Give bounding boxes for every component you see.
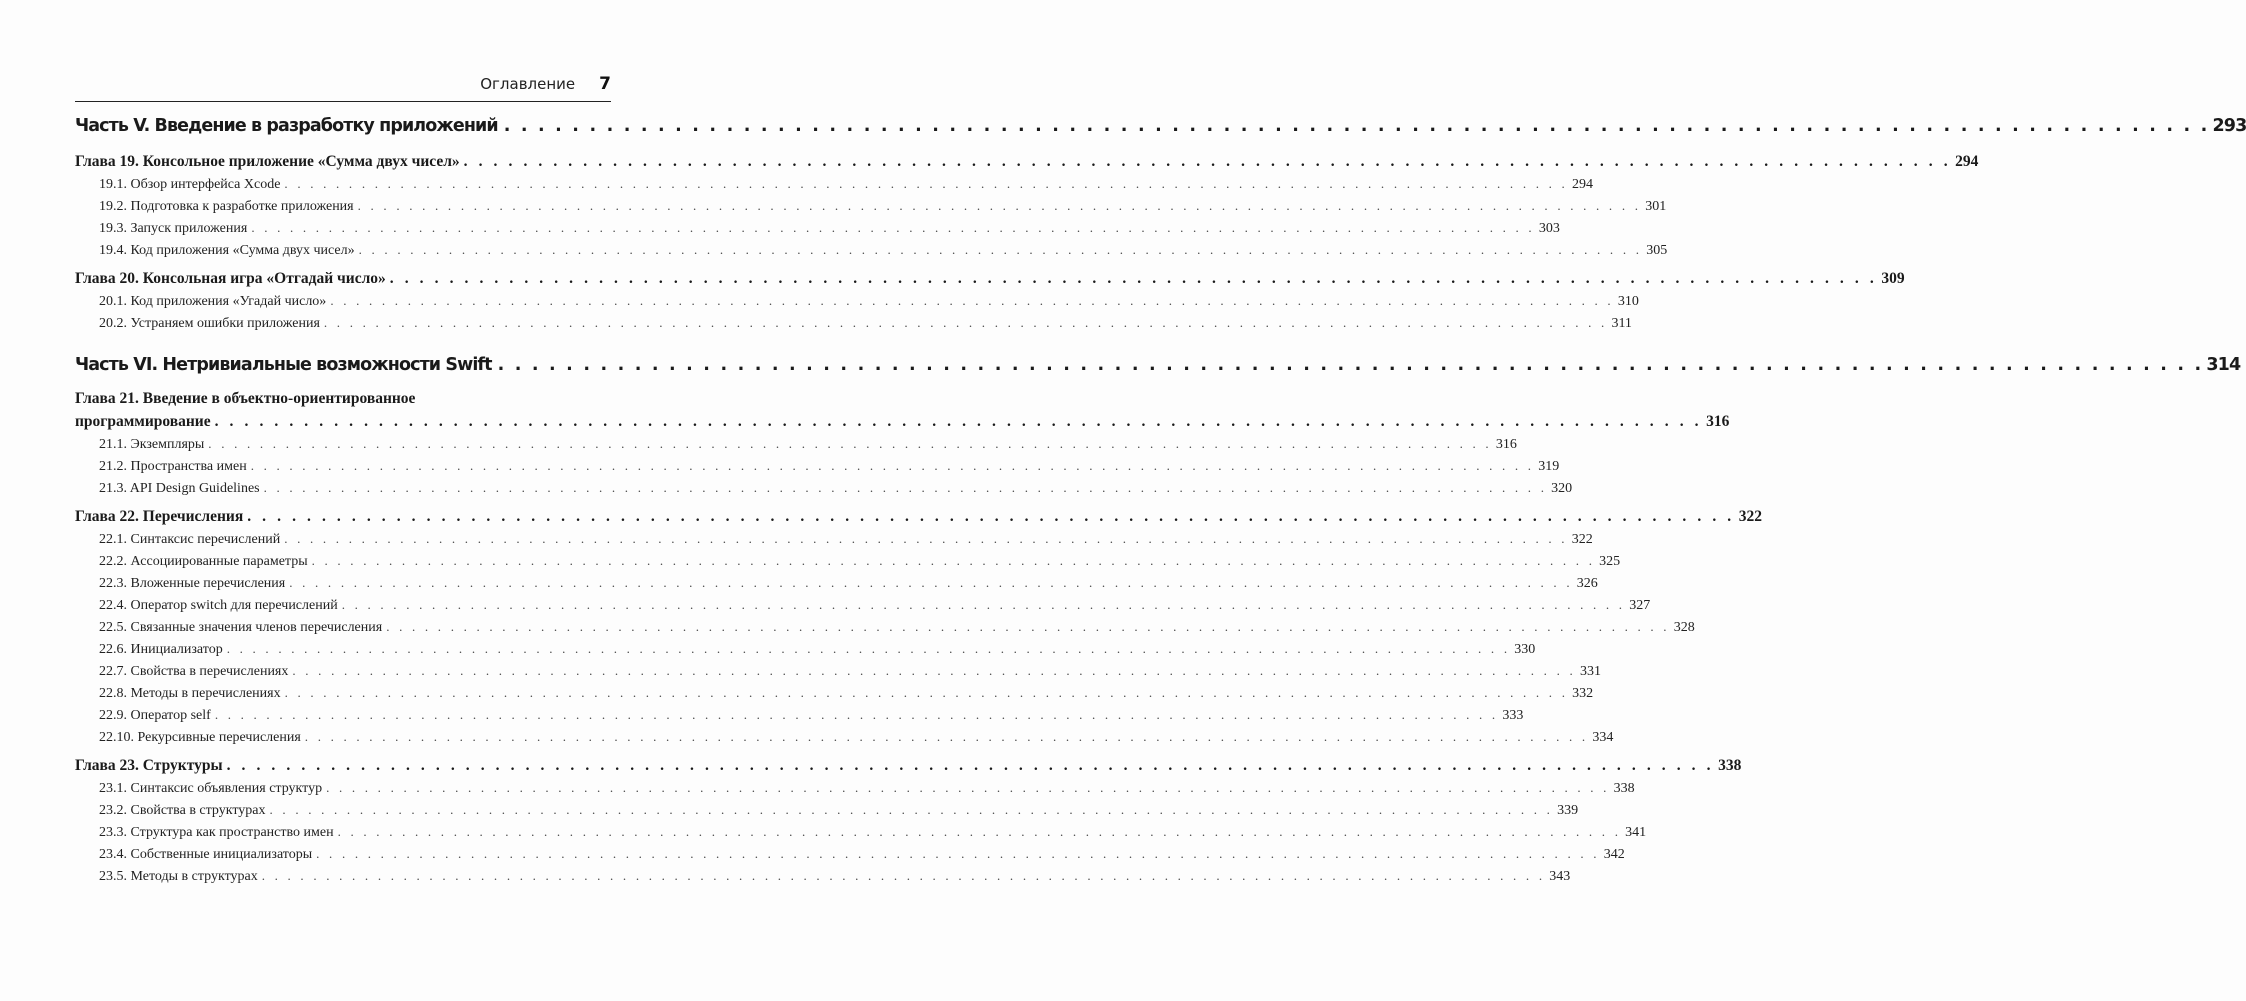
leader-dots: . . . . . . . . . . . . . . . . . . . . . . . . . . . . . . . . . . . . . . . . . . . . . . . . . . . . . . . . . . . . . . . . . . . . . . . . . . . . . . . . . . . . . . . . . . . . . . . . . . . . xyxy=(292,663,1576,678)
toc-section[interactable] xyxy=(75,682,1594,704)
toc-section[interactable] xyxy=(75,821,1647,843)
section-page: 305 xyxy=(1646,243,1668,258)
toc-section[interactable] xyxy=(75,616,1695,638)
section-title: 19.3. Запуск приложения xyxy=(99,221,248,236)
section-title: 19.1. Обзор интерфейса Xcode xyxy=(99,177,281,192)
running-head xyxy=(75,74,611,98)
section-title: 22.4. Оператор switch для перечислений xyxy=(99,598,338,613)
section-title: 22.2. Ассоциированные параметры xyxy=(99,554,308,569)
chapter-page: 338 xyxy=(1718,757,1742,774)
section-page: 333 xyxy=(1502,708,1524,723)
section-page: 325 xyxy=(1599,554,1621,569)
leader-dots: . . . . . . . . . . . . . . . . . . . . . . . . . . . . . . . . . . . . . . . . . . . . . . . . . . . . . . . . . . . . . . . . . . . . . . . . . . . . . . . . . . . . . . . . . . . . . . . . . . . . xyxy=(250,458,1535,473)
leader-dots: . . . . . . . . . . . . . . . . . . . . . . . . . . . . . . . . . . . . . . . . . . . . . . . . . . . . . . . . . . . . . . . . . . . . . . . . . . . . . . . . . . . . . . . . . . . . . . . . . . . . xyxy=(269,802,1554,817)
chapter-page: 294 xyxy=(1955,153,1979,170)
chapter-title: Глава 22. Перечисления xyxy=(75,508,244,525)
toc-section[interactable] xyxy=(75,572,1598,594)
leader-dots: . . . . . . . . . . . . . . . . . . . . . . . . . . . . . . . . . . . . . . . . . . . . . . . . . . . . . . . . . . . . . . . . . . . . . . . . . . . . . . . . . . . . . . . . . . . . . . . . . . . . xyxy=(358,242,1643,257)
toc-section[interactable] xyxy=(75,704,1524,726)
leader-dots: . . . . . . . . . . . . . . . . . . . . . . . . . . . . . . . . . . . . . . . . . . . . . . . . . . . . . . . . . . . . . . . . . . . . . . . . . . . . . . . . . . . . . . . . . . . . . . . . . . . . xyxy=(261,868,1546,883)
leader-dots: . . . . . . . . . . . . . . . . . . . . . . . . . . . . . . . . . . . . . . . . . . . . . . . . . . . . . . . . . . . . . . . . . . . . . . . . . . . . . . . . . . . . . . . . . . . . . . . . . . . . xyxy=(503,116,2210,136)
toc-section[interactable] xyxy=(75,217,1560,239)
leader-dots: . . . . . . . . . . . . . . . . . . . . . . . . . . . . . . . . . . . . . . . . . . . . . . . . . . . . . . . . . . . . . . . . . . . . . . . . . . . . . . . . . . . . . . . . . . . . . . . . . . . . xyxy=(316,846,1600,861)
chapter-title: Глава 19. Консольное приложение «Сумма двух чисел» xyxy=(75,153,460,170)
section-title: 21.2. Пространства имен xyxy=(99,459,247,474)
leader-dots: . . . . . . . . . . . . . . . . . . . . . . . . . . . . . . . . . . . . . . . . . . . . . . . . . . . . . . . . . . . . . . . . . . . . . . . . . . . . . . . . . . . . . . . . . . . . . . . . . . . . xyxy=(386,619,1670,634)
toc-section[interactable] xyxy=(75,173,1593,195)
toc-section[interactable] xyxy=(75,799,1579,821)
section-title: 22.9. Оператор self xyxy=(99,708,211,723)
section-title: 22.3. Вложенные перечисления xyxy=(99,576,286,591)
section-title: 23.4. Собственные инициализаторы xyxy=(99,847,313,862)
section-page: 311 xyxy=(1611,316,1632,331)
leader-dots: . . . . . . . . . . . . . . . . . . . . . . . . . . . . . . . . . . . . . . . . . . . . . . . . . . . . . . . . . . . . . . . . . . . . . . . . . . . . . . . . . . . . . . . . . . . . . . . . . . . . xyxy=(251,220,1535,235)
toc-chapter-19[interactable] xyxy=(75,150,1979,173)
section-page: 339 xyxy=(1557,803,1579,818)
leader-dots: . . . . . . . . . . . . . . . . . . . . . . . . . . . . . . . . . . . . . . . . . . . . . . . . . . . . . . . . . . . . . . . . . . . . . . . . . . . . . . . . . . . . . . . . . . . . . . . . . . . . xyxy=(284,685,1569,700)
leader-dots: . . . . . . . . . . . . . . . . . . . . . . . . . . . . . . . . . . . . . . . . . . . . . . . . . . . . . . . . . . . . . . . . . . . . . . . . . . . . . . . . . . . . . . . . . . . . . . . . . . . . xyxy=(304,729,1589,744)
section-title: 22.6. Инициализатор xyxy=(99,642,223,657)
section-title: 21.1. Экземпляры xyxy=(99,437,205,452)
leader-dots: . . . . . . . . . . . . . . . . . . . . . . . . . . . . . . . . . . . . . . . . . . . . . . . . . . . . . . . . . . . . . . . . . . . . . . . . . . . . . . . . . . . . . . . . . . . . . . . . . . . . xyxy=(330,293,1614,308)
section-title: 23.2. Свойства в структурах xyxy=(99,803,266,818)
section-page: 331 xyxy=(1579,664,1601,679)
page-number: 7 xyxy=(599,74,611,94)
section-title: 22.5. Связанные значения членов перечисления xyxy=(99,620,383,635)
section-page: 332 xyxy=(1572,686,1594,701)
leader-dots: . . . . . . . . . . . . . . . . . . . . . . . . . . . . . . . . . . . . . . . . . . . . . . . . . . . . . . . . . . . . . . . . . . . . . . . . . . . . . . . . . . . . . . . . . . . . . . . . . . . . xyxy=(323,315,1608,330)
leader-dots: . . . . . . . . . . . . . . . . . . . . . . . . . . . . . . . . . . . . . . . . . . . . . . . . . . . . . . . . . . . . . . . . . . . . . . . . . . . . . . . . . . . . . . . . . . . . . . . . . . . . xyxy=(289,575,1573,590)
section-page: 328 xyxy=(1673,620,1695,635)
section-page: 301 xyxy=(1645,199,1667,214)
leader-dots: . . . . . . . . . . . . . . . . . . . . . . . . . . . . . . . . . . . . . . . . . . . . . . . . . . . . . . . . . . . . . . . . . . . . . . . . . . . . . . . . . . . . . . . . . . . . . . . . . . . . xyxy=(357,198,1642,213)
section-title: 22.10. Рекурсивные перечисления xyxy=(99,730,301,745)
toc-section[interactable] xyxy=(75,455,1560,477)
section-title: 22.7. Свойства в перечислениях xyxy=(99,664,289,679)
part-title: Часть VI. Нетривиальные возможности Swift xyxy=(75,355,492,375)
section-page: 320 xyxy=(1551,481,1573,496)
leader-dots: . . . . . . . . . . . . . . . . . . . . . . . . . . . . . . . . . . . . . . . . . . . . . . . . . . . . . . . . . . . . . . . . . . . . . . . . . . . . . . . . . . . . . . . . . . . . . . . . . . . . xyxy=(337,824,1622,839)
section-page: 303 xyxy=(1538,221,1560,236)
header-rule xyxy=(75,101,611,102)
toc-chapter-20[interactable] xyxy=(75,267,1905,290)
toc-section[interactable] xyxy=(75,195,1667,217)
leader-dots: . . . . . . . . . . . . . . . . . . . . . . . . . . . . . . . . . . . . . . . . . . . . . . . . . . . . . . . . . . . . . . . . . . . . . . . . . . . . . . . . . . . . . . . . . . . . . . . . . . . . xyxy=(326,780,1610,795)
table-of-contents xyxy=(75,106,2246,887)
leader-dots: . . . . . . . . . . . . . . . . . . . . . . . . . . . . . . . . . . . . . . . . . . . . . . . . . . . . . . . . . . . . . . . . . . . . . . . . . . . . . . . . . . . . . . . . . . . . . . . . . . . . xyxy=(226,757,1715,774)
section-title: 20.1. Код приложения «Угадай число» xyxy=(99,294,327,309)
toc-part-5[interactable] xyxy=(75,112,2246,140)
section-page: 326 xyxy=(1576,576,1598,591)
chapter-page: 322 xyxy=(1738,508,1763,525)
toc-section[interactable] xyxy=(75,638,1536,660)
chapter-page: 316 xyxy=(1706,413,1730,430)
section-page: 330 xyxy=(1514,642,1536,657)
section-title: 23.3. Структура как пространство имен xyxy=(99,825,334,840)
toc-section[interactable] xyxy=(75,843,1625,865)
leader-dots: . . . . . . . . . . . . . . . . . . . . . . . . . . . . . . . . . . . . . . . . . . . . . . . . . . . . . . . . . . . . . . . . . . . . . . . . . . . . . . . . . . . . . . . . . . . . . . . . . . . . xyxy=(226,641,1511,656)
section-page: 319 xyxy=(1538,459,1560,474)
toc-chapter-23[interactable] xyxy=(75,754,1742,777)
leader-dots: . . . . . . . . . . . . . . . . . . . . . . . . . . . . . . . . . . . . . . . . . . . . . . . . . . . . . . . . . . . . . . . . . . . . . . . . . . . . . . . . . . . . . . . . . . . . . . . . . . . . xyxy=(389,270,1878,287)
toc-section[interactable] xyxy=(75,312,1632,334)
toc-section[interactable] xyxy=(75,433,1517,455)
section-title: 23.5. Методы в структурах xyxy=(99,869,258,884)
toc-section[interactable] xyxy=(75,777,1635,799)
leader-dots: . . . . . . . . . . . . . . . . . . . . . . . . . . . . . . . . . . . . . . . . . . . . . . . . . . . . . . . . . . . . . . . . . . . . . . . . . . . . . . . . . . . . . . . . . . . . . . . . . . . . xyxy=(463,153,1952,170)
toc-section[interactable] xyxy=(75,477,1573,499)
chapter-title-line: Глава 21. Введение в объектно-ориентированное xyxy=(75,390,416,407)
section-page: 327 xyxy=(1629,598,1651,613)
toc-chapter-22[interactable] xyxy=(75,505,1763,528)
section-title: 23.1. Синтаксис объявления структур xyxy=(99,781,323,796)
leader-dots: . . . . . . . . . . . . . . . . . . . . . . . . . . . . . . . . . . . . . . . . . . . . . . . . . . . . . . . . . . . . . . . . . . . . . . . . . . . . . . . . . . . . . . . . . . . . . . . . . . . . xyxy=(284,531,1568,546)
part-title: Часть V. Введение в разработку приложений xyxy=(75,116,498,136)
section-title: 22.8. Методы в перечислениях xyxy=(99,686,281,701)
part-page: 293 xyxy=(2212,116,2246,136)
leader-dots: . . . . . . . . . . . . . . . . . . . . . . . . . . . . . . . . . . . . . . . . . . . . . . . . . . . . . . . . . . . . . . . . . . . . . . . . . . . . . . . . . . . . . . . . . . . . . . . . . . . . xyxy=(263,480,1548,495)
part-page: 314 xyxy=(2206,355,2241,375)
toc-section[interactable] xyxy=(75,550,1621,572)
toc-part-6[interactable] xyxy=(75,351,2241,379)
toc-section[interactable] xyxy=(75,239,1668,261)
section-title: 21.3. API Design Guidelines xyxy=(99,481,260,496)
leader-dots: . . . . . . . . . . . . . . . . . . . . . . . . . . . . . . . . . . . . . . . . . . . . . . . . . . . . . . . . . . . . . . . . . . . . . . . . . . . . . . . . . . . . . . . . . . . . . . . . . . . . xyxy=(208,436,1492,451)
running-head-title: Оглавление xyxy=(480,75,576,93)
toc-section[interactable] xyxy=(75,865,1571,887)
chapter-page: 309 xyxy=(1881,270,1905,287)
leader-dots: . . . . . . . . . . . . . . . . . . . . . . . . . . . . . . . . . . . . . . . . . . . . . . . . . . . . . . . . . . . . . . . . . . . . . . . . . . . . . . . . . . . . . . . . . . . . . . . . . . . . xyxy=(497,355,2204,375)
leader-dots: . . . . . . . . . . . . . . . . . . . . . . . . . . . . . . . . . . . . . . . . . . . . . . . . . . . . . . . . . . . . . . . . . . . . . . . . . . . . . . . . . . . . . . . . . . . . . . . . . . . . xyxy=(284,176,1568,191)
section-page: 342 xyxy=(1603,847,1625,862)
toc-section[interactable] xyxy=(75,726,1614,748)
section-page: 310 xyxy=(1617,294,1639,309)
leader-dots: . . . . . . . . . . . . . . . . . . . . . . . . . . . . . . . . . . . . . . . . . . . . . . . . . . . . . . . . . . . . . . . . . . . . . . . . . . . . . . . . . . . . . . . . . . . . . . . . . . . . xyxy=(214,413,1703,430)
section-page: 338 xyxy=(1613,781,1635,796)
leader-dots: . . . . . . . . . . . . . . . . . . . . . . . . . . . . . . . . . . . . . . . . . . . . . . . . . . . . . . . . . . . . . . . . . . . . . . . . . . . . . . . . . . . . . . . . . . . . . . . . . . . . xyxy=(247,508,1735,525)
section-page: 294 xyxy=(1571,177,1593,192)
section-title: 19.4. Код приложения «Сумма двух чисел» xyxy=(99,243,355,258)
toc-section[interactable] xyxy=(75,660,1601,682)
toc-section[interactable] xyxy=(75,290,1639,312)
leader-dots: . . . . . . . . . . . . . . . . . . . . . . . . . . . . . . . . . . . . . . . . . . . . . . . . . . . . . . . . . . . . . . . . . . . . . . . . . . . . . . . . . . . . . . . . . . . . . . . . . . . . xyxy=(311,553,1596,568)
section-title: 20.2. Устраняем ошибки приложения xyxy=(99,316,320,331)
leader-dots: . . . . . . . . . . . . . . . . . . . . . . . . . . . . . . . . . . . . . . . . . . . . . . . . . . . . . . . . . . . . . . . . . . . . . . . . . . . . . . . . . . . . . . . . . . . . . . . . . . . . xyxy=(341,597,1626,612)
section-page: 322 xyxy=(1571,532,1593,547)
section-page: 334 xyxy=(1592,730,1614,745)
section-title: 22.1. Синтаксис перечислений xyxy=(99,532,281,547)
section-title: 19.2. Подготовка к разработке приложения xyxy=(99,199,354,214)
toc-chapter-21[interactable] xyxy=(75,410,1730,433)
chapter-title: программирование xyxy=(75,413,211,430)
toc-section[interactable] xyxy=(75,528,1593,550)
chapter-title: Глава 20. Консольная игра «Отгадай число» xyxy=(75,270,386,287)
leader-dots: . . . . . . . . . . . . . . . . . . . . . . . . . . . . . . . . . . . . . . . . . . . . . . . . . . . . . . . . . . . . . . . . . . . . . . . . . . . . . . . . . . . . . . . . . . . . . . . . . . . . xyxy=(214,707,1499,722)
toc-section[interactable] xyxy=(75,594,1651,616)
section-page: 343 xyxy=(1549,869,1571,884)
section-page: 316 xyxy=(1495,437,1517,452)
chapter-title: Глава 23. Структуры xyxy=(75,757,223,774)
section-page: 341 xyxy=(1625,825,1647,840)
